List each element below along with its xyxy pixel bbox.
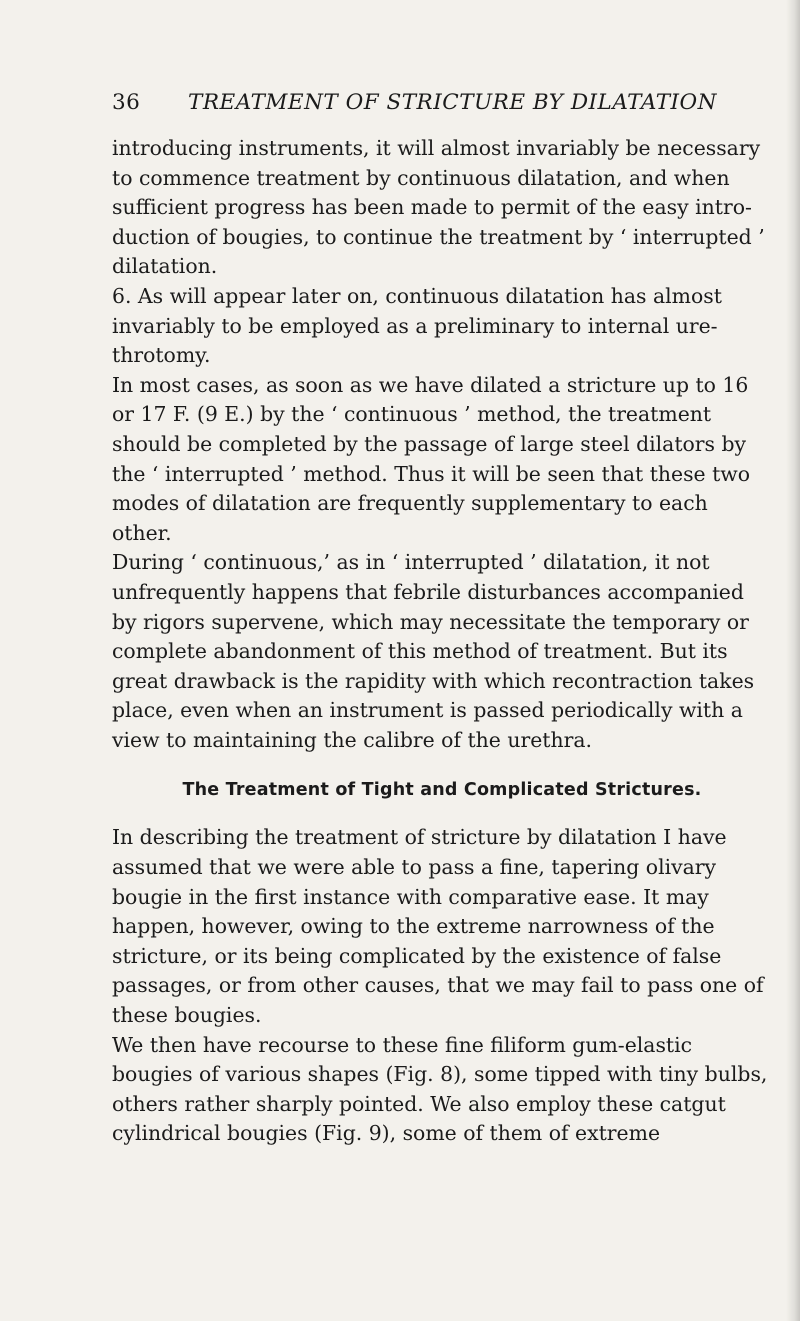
paragraph: We then have recourse to these fine filiform gum-elastic bougies of various shapes (Fig. 8), some tipped with tiny bulbs, others rather sharply pointed. We also employ these catgut cylindrical bougies (Fig. 9), some of them of extreme: [112, 1032, 768, 1146]
page-number: 36: [112, 90, 141, 115]
running-header: [112, 88, 772, 118]
running-title: TREATMENT OF STRICTURE BY DILATATION: [188, 90, 717, 115]
paragraph: introducing instruments, it will almost invariably be necessary to commence treatment by continuous dilatation, and when sufficient progress has been made to permit of the easy introduction of bougies, to continue the treatment by ‘ interrupted ’ dilatation.: [112, 136, 765, 279]
paragraph: In describing the treatment of stricture by dilatation I have assumed that we were able to pass a fine, tapering olivary bougie in the first instance with comparative ease. It may happen, however, owing to the extreme narrowness of the stricture, or its being complicated by the existence of false passages, or from other causes, that we may fail to pass one of these bougies.: [112, 825, 764, 1028]
body-text: [112, 134, 772, 1149]
section-heading: The Treatment of Tight and Complicated Strictures.: [182, 780, 702, 801]
paragraph: 6. As will appear later on, continuous dilatation has almost invariably to be employed as a preliminary to internal urethrotomy.: [112, 283, 722, 368]
paragraph: During ‘ continuous,’ as in ‘ interrupted ’ dilatation, it not unfrequently happens that febrile disturbances accompanied by rigors supervene, which may necessitate the temporary or complete abandonment of this method of treatment. But its great drawback is the rapidity with which recontraction takes place, even when an instrument is passed periodically with a view to maintaining the calibre of the urethra.: [112, 550, 755, 752]
paragraph: In most cases, as soon as we have dilated a stricture up to 16 or 17 F. (9 E.) by the ‘ continuous ’ method, the treatment should be completed by the passage of large steel dilators by the ‘ interrupted ’ method. Thus it will be seen that these two modes of dilatation are frequently supplementary to each other.: [112, 372, 751, 545]
page-edge-shadow: [786, 0, 800, 1321]
